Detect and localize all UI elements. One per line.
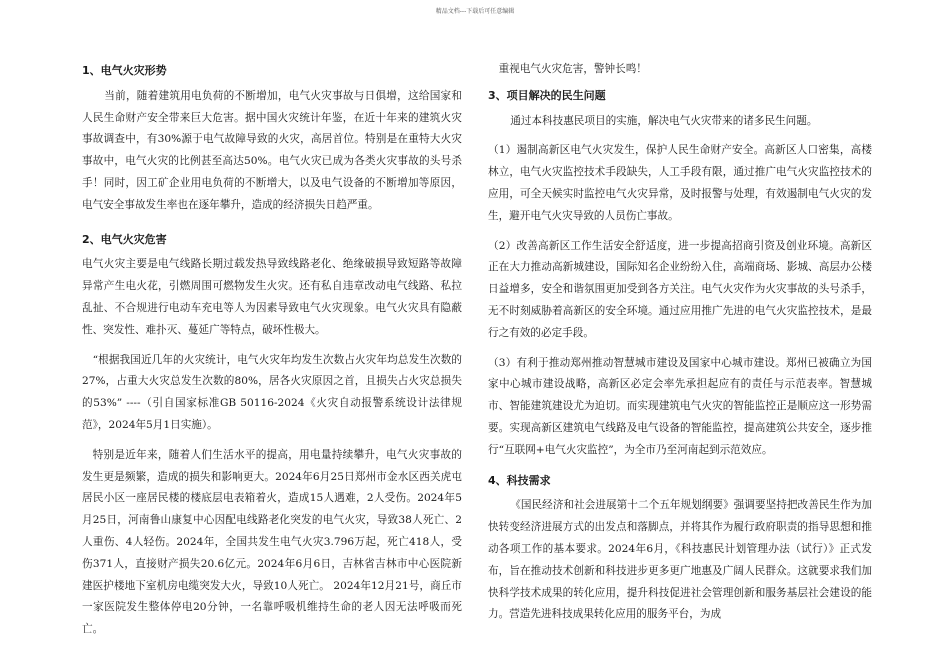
page-header-note: 精品文档---下载后可任意编辑 <box>435 8 515 15</box>
paragraph-point-1: （1）遏制高新区电气火灾发生，保护人民生命财产安全。高新区人口密集，高楼林立，电气火灾监控技术手段缺失，人工手段有限，通过推广电气火灾监控技术的应用，可全天候实时监控电气火灾异常，及时报警与处理，有效遏制电气火灾的发生，避开电气火灾导致的人员伤亡事故。 <box>488 144 872 222</box>
left-column <box>82 60 462 641</box>
paragraph-project-intro: 通过本科技惠民项目的实施，解决电气火灾带来的诸多民生问题。 <box>510 114 818 127</box>
paragraph-fire-statistics-quote: “根据我国近几年的火灾统计，电气火灾年均发生次数占火灾年均总发生次数的27%，占重大火灾总发生次数的80%，居各火灾原因之首，且损失占火灾总损失的53%” ----（引自国家标准GB 50116-2024《火灾自动报警系统设计法律规范》，2024年5月1日实施）。 <box>82 353 462 431</box>
section-heading-fire-hazards: 2、电气火灾危害 <box>82 232 167 246</box>
paragraph-point-2: （2）改善高新区工作生活安全舒适度，进一步提高招商引资及创业环境。高新区正在大力推动高新城建设，国际知名企业纷纷入住，高端商场、影城、高层办公楼日益增多，安全和谐氛围更加受到各方关注。电气火灾作为火灾事故的头号杀手，无不时刻威胁着高新区的安全环境。通过应用推广先进的电气火灾监控技术，是最行之有效的必定手段。 <box>488 239 872 339</box>
paragraph-point-3: （3）有利于推动郑州推动智慧城市建设及国家中心城市建设。郑州已被确立为国家中心城市建设战略，高新区必定会率先承担起应有的责任与示范表率。智慧城市、智能建筑建设尤为迫切。而实现建筑电气火灾的智能监控正是顺应这一形势需要。实现高新区建筑电气线路及电气设备的智能监控，提高建筑公共安全，逐步推行“互联网+电气火灾监控”，为全市乃至河南起到示范效应。 <box>488 356 872 456</box>
paragraph-fire-causes: 电气火灾主要是电气线路长期过载发热导致线路老化、绝缘破损导致短路等故障异常产生电火花，引燃周围可燃物发生火灾。还有私自违章改动电气线路、私拉乱扯、不合规进行电动车充电等人为因素导致电气火灾现象。电气火灾具有隐蔽性、突发性、难扑灭、蔓延广等特点，破坏性极大。 <box>82 258 462 336</box>
section-heading-livelihood-issues: 3、项目解决的民生问题 <box>488 88 606 102</box>
section-heading-tech-demand: 4、科技需求 <box>488 473 551 487</box>
paragraph-tech-demand: 《国民经济和社会进展第十二个五年规划纲要》强调要坚持把改善民生作为加快转变经济进展方式的出发点和落脚点，并将其作为履行政府职责的指导思想和推动各项工作的基本要求。2024年6月，《科技惠民计划管理办法（试行）》正式发布，旨在推动技术创新和科技进步更多更广地惠及广阔人民群众。这就要求我们加快科学技术成果的转化应用，提升科技促进社会管理创新和服务基层社会建设的能力。营造先进科技成果转化应用的服务平台，为成 <box>488 499 872 621</box>
paragraph-fire-situation: 当前，随着建筑用电负荷的不断增加，电气火灾事故与日俱增，这给国家和人民生命财产安全带来巨大危害。据中国火灾统计年鉴，在近十年来的建筑火灾事故调查中，有30%源于电气故障导致的火灾，高居首位。特别是在重特大火灾事故中，电气火灾的比例甚至高达50%。电气火灾已成为各类火灾事故的头号杀手！同时，因工矿企业用电负荷的不断增大，以及电气设备的不断增加等原因，电气安全事故发生率也在逐年攀升，造成的经济损失日趋严重。 <box>82 89 462 211</box>
section-heading-fire-situation: 1、电气火灾形势 <box>82 64 167 77</box>
paragraph-warning: 重视电气火灾危害，警钟长鸣！ <box>498 63 647 75</box>
paragraph-fire-incidents: 特别是近年来，随着人们生活水平的提高，用电量持续攀升，电气火灾事故的发生更是频繁，造成的损失和影响更大。2024年6月25日郑州市金水区西关虎屯居民小区一座居民楼的楼底层电表箱着火，造成15人遇难，2人受伤。2024年5月25日，河南鲁山康复中心因配电线路老化突发的电气火灾，导致38人死亡、2人重伤、4人轻伤。2024年，全国共发生电气火灾3.796万起，死亡418人，受伤371人，直接财产损失20.6亿元。2024年6月6日，吉林省吉林市中心医院新建医护楼地下室机房电缆突发大火，导致10人死亡。 2024年12月21号，商丘市一家医院发生整体停电20分钟，一名靠呼吸机维持生命的老人因无法呼吸而死亡。 <box>82 448 462 636</box>
right-column <box>488 59 872 626</box>
